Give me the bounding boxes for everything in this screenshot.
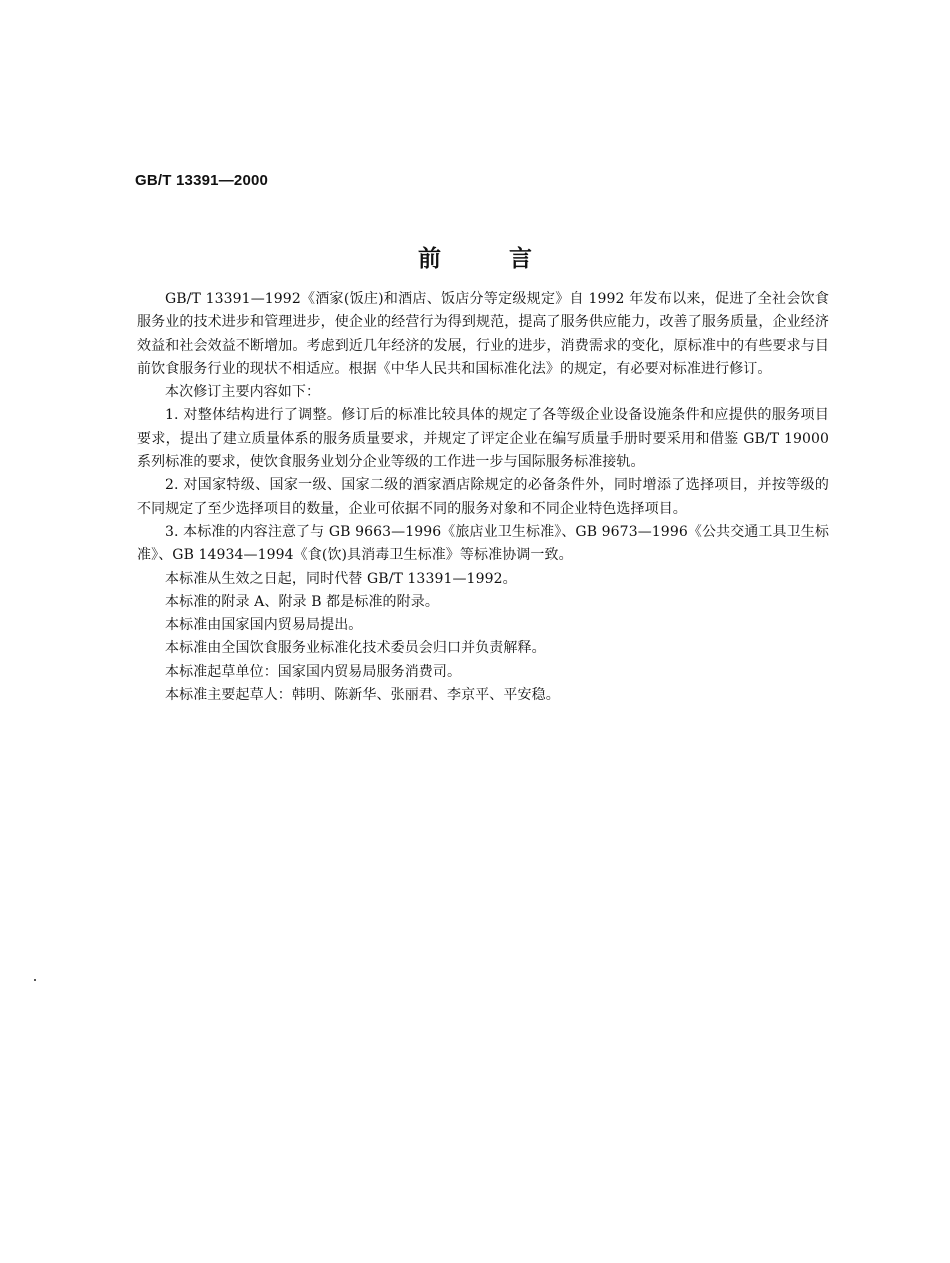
paragraph-effective-date: 本标准从生效之日起，同时代替 GB/T 13391—1992。 [165, 570, 517, 587]
paragraph-proposer: 本标准由国家国内贸易局提出。 [165, 617, 363, 634]
paragraph-appendices: 本标准的附录 A、附录 B 都是标准的附录。 [165, 593, 439, 610]
paragraph-committee: 本标准由全国饮食服务业标准化技术委员会归口并负责解释。 [165, 640, 546, 657]
paragraph-item-3: 3. 本标准的内容注意了与 GB 9663—1996《旅店业卫生标准》、GB 9673—1996《公共交通工具卫生标准》、GB 14934—1994《食(饮)具消毒卫生标准》等标准协调一致。 [137, 523, 829, 564]
paragraph-drafting-unit: 本标准起草单位：国家国内贸易局服务消费司。 [165, 663, 462, 680]
scan-speck [34, 979, 36, 981]
foreword-body [137, 288, 829, 707]
paragraph-item-2: 2. 对国家特级、国家一级、国家二级的酒家酒店除规定的必备条件外，同时增添了选择项目，并按等级的不同规定了至少选择项目的数量，企业可依据不同的服务对象和不同企业特色选择项目。 [137, 477, 829, 517]
paragraph-item-1: 1. 对整体结构进行了调整。修订后的标准比较具体的规定了各等级企业设备设施条件和应提供的服务项目要求，提出了建立质量体系的服务质量要求，并规定了评定企业在编写质量手册时要采用和借鉴 GB/T 19000 系列标准的要求，使饮食服务业划分企业等级的工作进一步与国际服务标准接轨。 [137, 407, 829, 471]
standard-code: GB/T 13391—2000 [135, 172, 269, 189]
page-title: 前言 [418, 246, 600, 272]
paragraph-intro: GB/T 13391—1992《酒家(饭庄)和酒店、饭店分等定级规定》自 1992 年发布以来，促进了全社会饮食服务业的技术进步和管理进步，使企业的经营行为得到规范，提高了服务供应能力，改善了服务质量，企业经济效益和社会效益不断增加。考虑到近几年经济的发展，行业的进步，消费需求的变化，原标准中的有些要求与目前饮食服务行业的现状不相适应。根据《中华人民共和国标准化法》的规定，有必要对标准进行修订。 [137, 291, 829, 377]
paragraph-revision-summary: 本次修订主要内容如下： [165, 384, 321, 401]
paragraph-drafters: 本标准主要起草人：韩明、陈新华、张丽君、李京平、平安稳。 [165, 687, 560, 704]
